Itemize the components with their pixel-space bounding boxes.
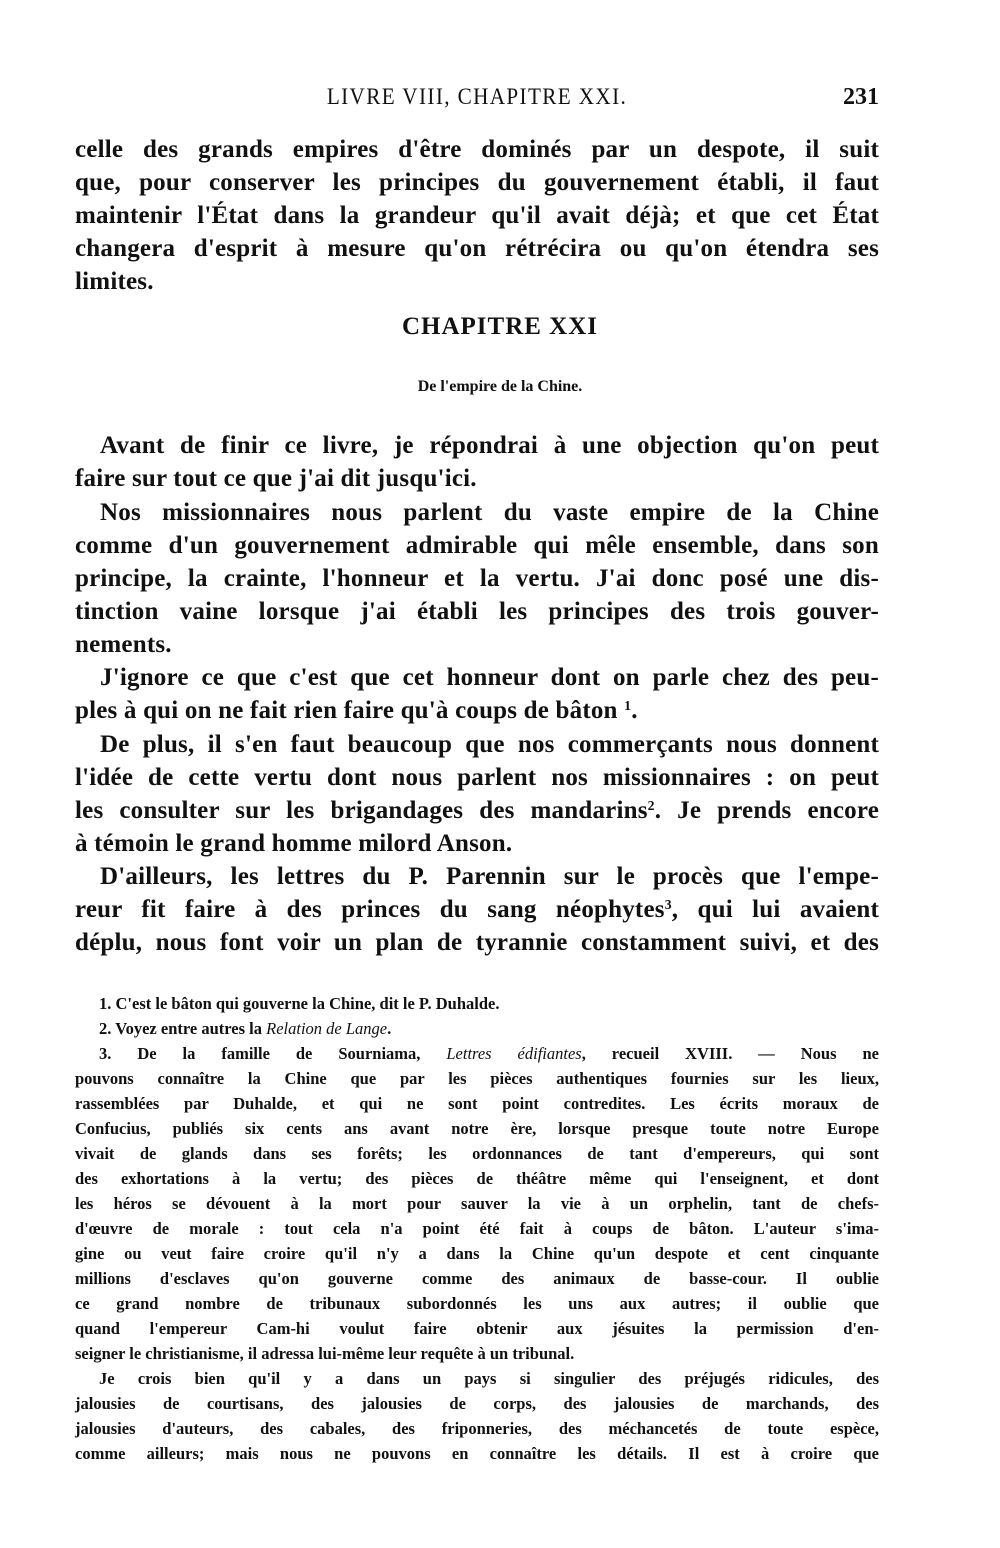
- text-line: faire sur tout ce que j'ai dit jusqu'ici.: [75, 465, 477, 492]
- footnote-line: rassemblées par Duhalde, et qui ne sont point contredites. Les écrits moraux de: [75, 1094, 879, 1113]
- chapter-title: CHAPITRE XXI: [401, 313, 599, 340]
- text-line: celle des grands empires d'être dominés par un despote, il suit: [75, 136, 879, 163]
- text-line: déplu, nous font voir un plan de tyrannie constamment suivi, et des: [75, 929, 879, 956]
- text-line: maintenir l'État dans la grandeur qu'il avait déjà; et que cet État: [75, 202, 879, 229]
- footnote-number: 1.: [99, 994, 112, 1013]
- text-span: les consulter sur les brigandages des mandarins: [75, 797, 648, 824]
- text-line: limites.: [75, 268, 154, 295]
- text-span: , qui lui avaient: [671, 896, 879, 923]
- footnote-italic: Lettres édifiantes: [446, 1044, 582, 1063]
- footnote-line: millions d'esclaves qu'on gouverne comme des animaux de basse-cour. Il oublie: [75, 1269, 879, 1288]
- text-line: [75, 795, 879, 827]
- footnote-text: .: [387, 1019, 392, 1038]
- footnote-ref-2[interactable]: 2: [647, 797, 655, 813]
- text-line: comme d'un gouvernement admirable qui mêle ensemble, dans son: [75, 532, 879, 559]
- footnote-line: vivait de glands dans ses forêts; les ordonnances de tant d'empereurs, qui sont: [75, 1144, 879, 1163]
- footnote-line: Je crois bien qu'il y a dans un pays si singulier des préjugés ridicules, des: [99, 1369, 879, 1388]
- footnote-2: [75, 1017, 879, 1041]
- text-line: ples à qui on ne fait rien faire qu'à coups de bâton $^1$.: [75, 697, 638, 724]
- footnote-line: jalousies de courtisans, des jalousies de corps, des jalousies de marchands, des: [75, 1394, 879, 1413]
- text-span: reur fit faire à des princes du sang néophytes: [75, 896, 665, 923]
- footnote-text: De la famille de Sourniama,: [137, 1044, 421, 1063]
- text-line: J'ignore ce que c'est que cet honneur dont on parle chez des peu-: [100, 664, 879, 691]
- footnote-text: Voyez entre autres la: [115, 1019, 262, 1038]
- text-line: tinction vaine lorsque j'ai établi les principes des trois gouver-: [75, 598, 879, 625]
- text-line: [75, 894, 879, 926]
- footnote-number: 2.: [99, 1019, 112, 1038]
- footnote-line: gine ou veut faire croire qu'il n'y a dans la Chine qu'un despote et cent cinquante: [75, 1244, 879, 1263]
- footnote-1: [75, 992, 879, 1016]
- text-line: changera d'esprit à mesure qu'on rétrécira ou qu'on étendra ses: [75, 235, 879, 262]
- footnote-line: comme ailleurs; mais nous ne pouvons en connaître les détails. Il est à croire que: [75, 1444, 879, 1463]
- text-line: à témoin le grand homme milord Anson.: [75, 830, 513, 857]
- footnote-italic: Relation de Lange: [266, 1019, 388, 1038]
- footnote-number: 3.: [99, 1044, 112, 1063]
- text-line: l'idée de cette vertu dont nous parlent nos missionnaires : on peut: [75, 764, 879, 791]
- running-title: LIVRE VIII, CHAPITRE XXI.: [326, 84, 628, 109]
- text-line: principe, la crainte, l'honneur et la vertu. J'ai donc posé une dis-: [75, 565, 879, 592]
- text-line: D'ailleurs, les lettres du P. Parennin sur le procès que l'empe-: [100, 863, 879, 890]
- footnote-text: C'est le bâton qui gouverne la Chine, dit le P. Duhalde.: [115, 994, 500, 1013]
- footnote-text: , recueil XVIII. — Nous ne: [581, 1044, 879, 1063]
- footnote-line: ce grand nombre de tribunaux subordonnés les uns aux autres; il oublie que: [75, 1294, 879, 1313]
- page-number: 231: [843, 84, 879, 110]
- footnote-line: les héros se dévouent à la mort pour sauver la vie à un orphelin, tant de chefs-: [75, 1194, 879, 1213]
- footnote-line: pouvons connaître la Chine que par les pièces authentiques fournies sur les lieux,: [75, 1069, 879, 1088]
- text-line: Avant de finir ce livre, je répondrai à une objection qu'on peut: [100, 432, 879, 459]
- footnote-line: jalousies d'auteurs, des cabales, des friponneries, des méchancetés de toute espèce,: [75, 1419, 879, 1438]
- text-line: Nos missionnaires nous parlent du vaste empire de la Chine: [100, 499, 879, 526]
- running-head: [75, 84, 879, 118]
- footnote-line: d'œuvre de morale : tout cela n'a point été fait à coups de bâton. L'auteur s'ima-: [75, 1219, 879, 1238]
- footnote-line: Confucius, publiés six cents ans avant notre ère, lorsque presque toute notre Europe: [75, 1119, 879, 1138]
- chapter-subtitle: De l'empire de la Chine.: [417, 378, 583, 395]
- text-line: nements.: [75, 631, 172, 658]
- text-span: ples à qui on ne fait rien faire qu'à coups de bâton: [75, 697, 618, 724]
- footnote-ref-1[interactable]: 1: [624, 697, 632, 713]
- footnote-ref-3[interactable]: 3: [664, 896, 672, 912]
- footnote-line: quand l'empereur Cam-hi voulut faire obtenir aux jésuites la permission d'en-: [75, 1319, 879, 1338]
- text-line: De plus, il s'en faut beaucoup que nos commerçants nous donnent: [100, 731, 879, 758]
- footnote-line: des exhortations à la vertu; des pièces de théâtre même qui l'enseignent, et dont: [75, 1169, 879, 1188]
- text-line: que, pour conserver les principes du gouvernement établi, il faut: [75, 169, 879, 196]
- footnote-line: seigner le christianisme, il adressa lui-même leur requête à un tribunal.: [75, 1344, 575, 1363]
- text-span: . Je prends encore: [654, 797, 879, 824]
- footnote-3: [75, 1042, 879, 1066]
